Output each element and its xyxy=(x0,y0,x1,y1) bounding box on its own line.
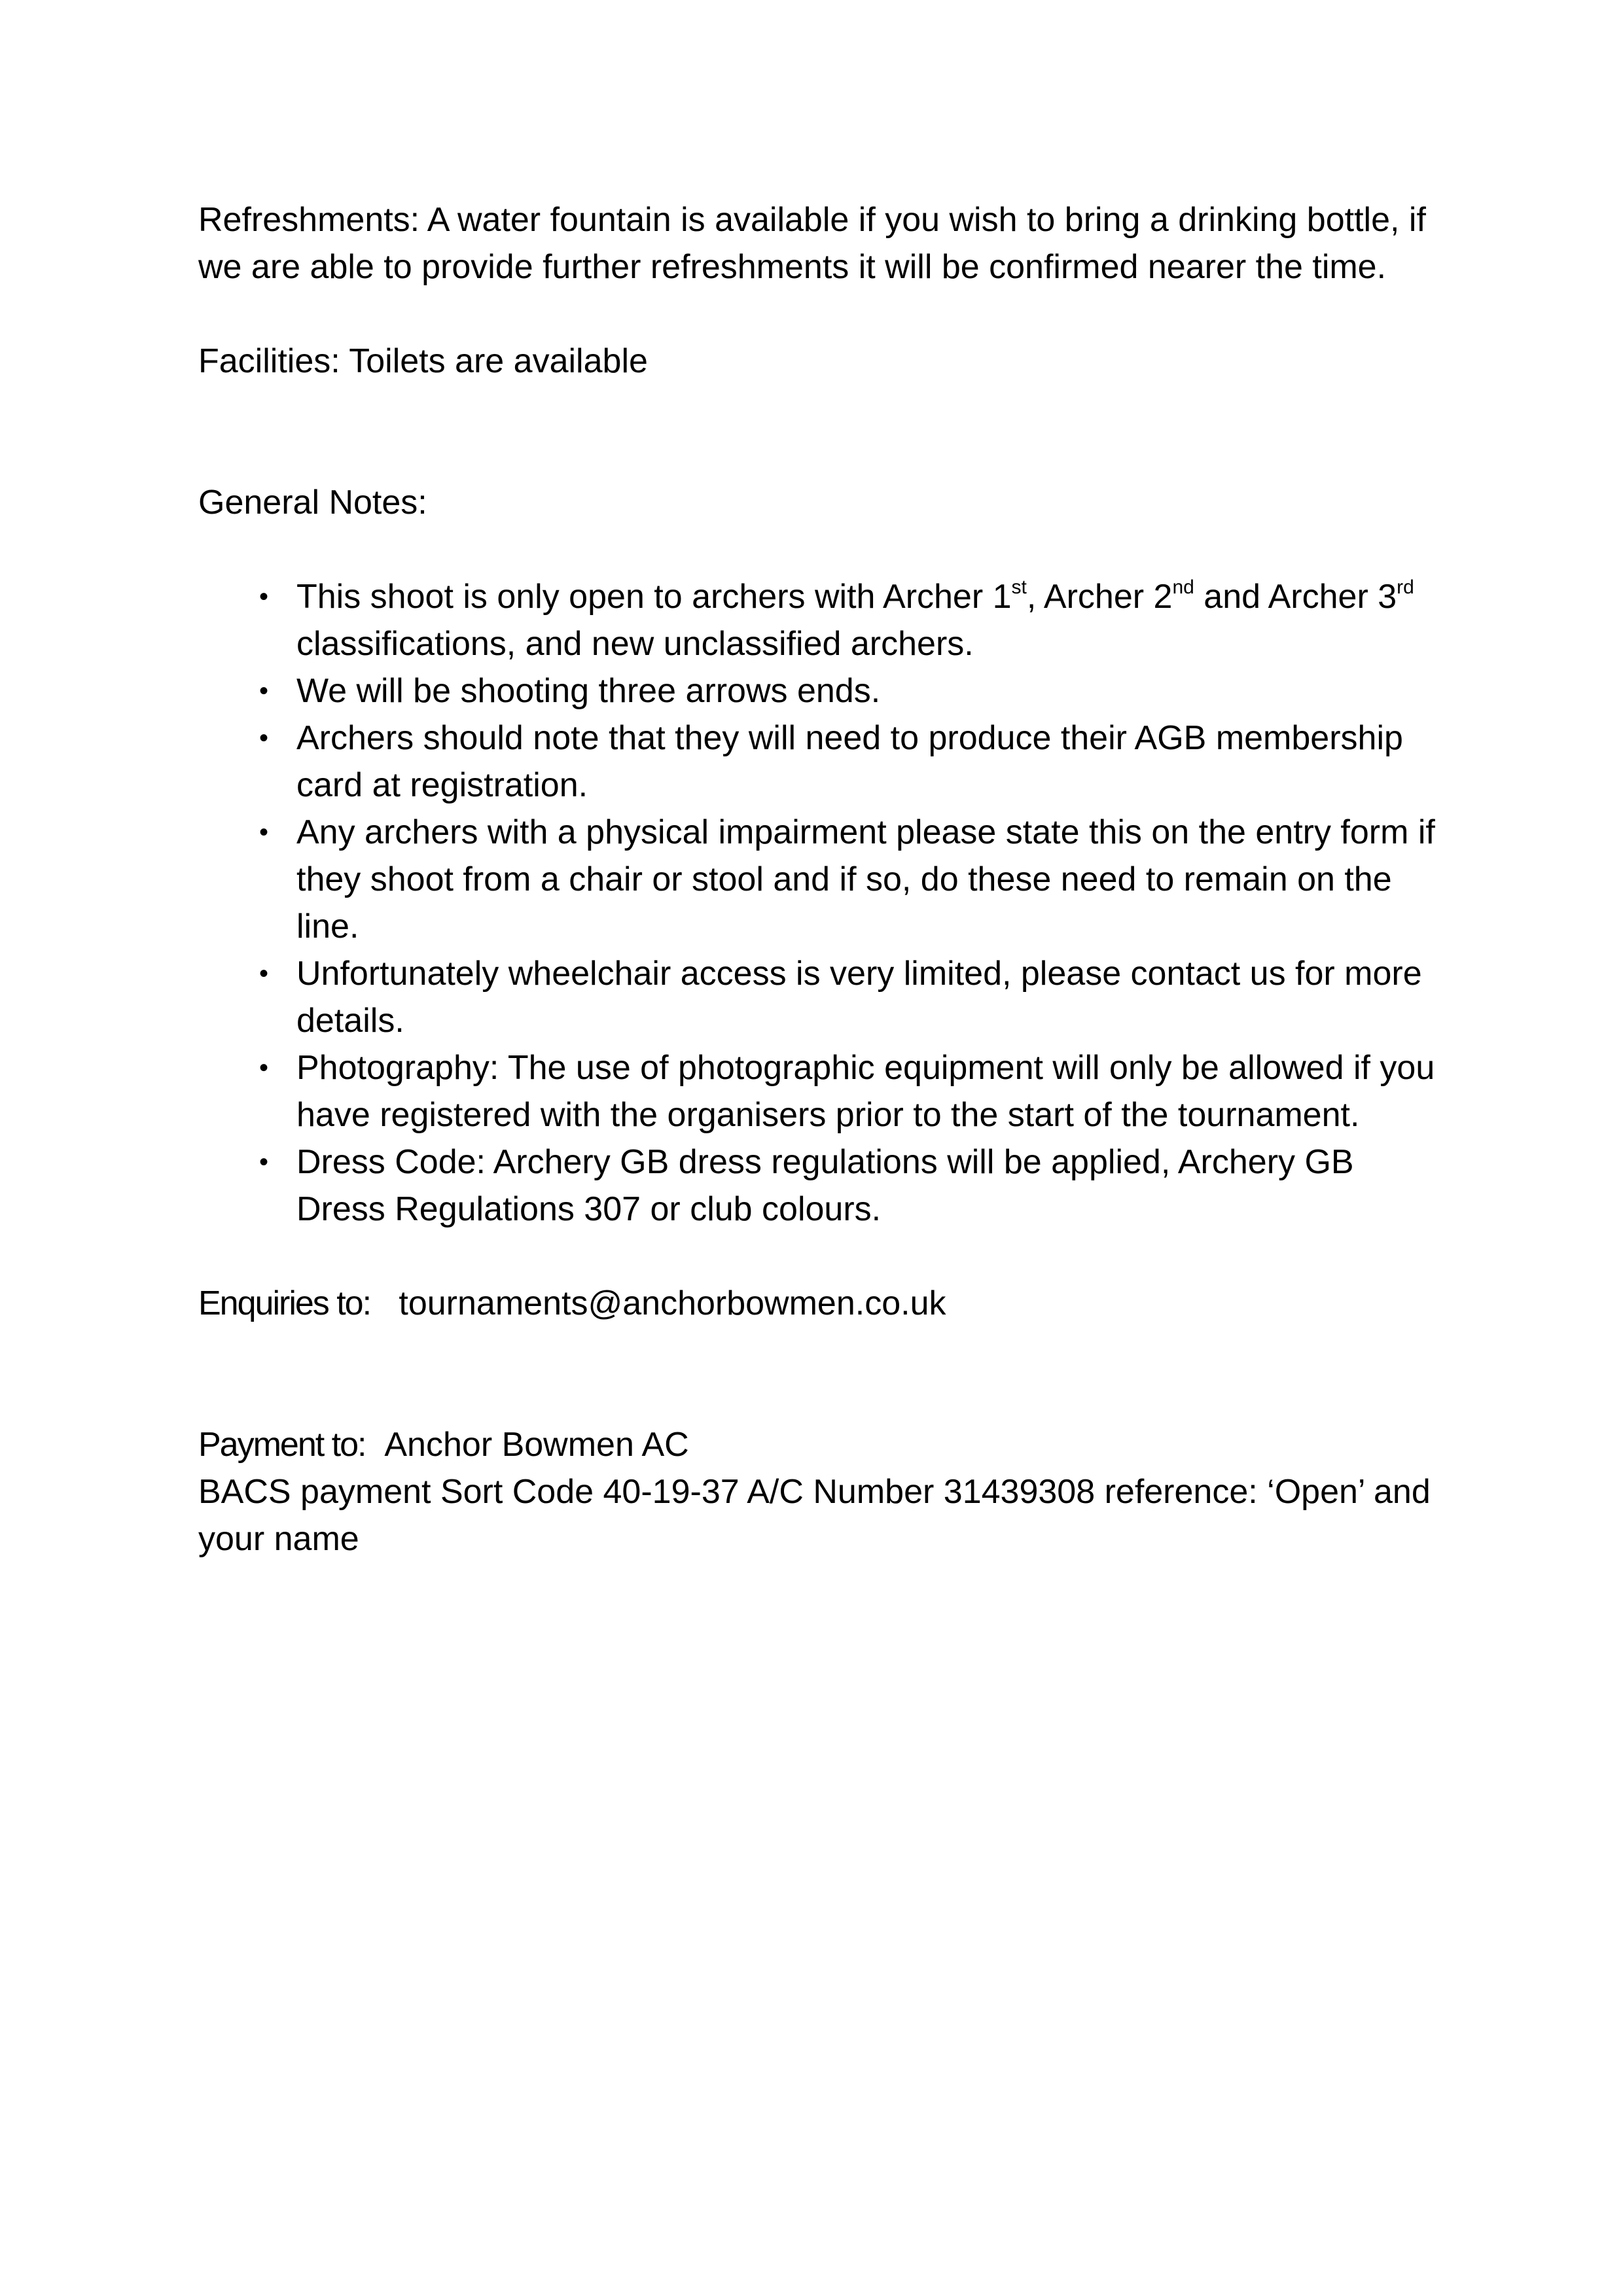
general-notes-list xyxy=(198,573,1442,1233)
list-item xyxy=(198,573,1442,667)
payment-details: BACS payment Sort Code 40-19-37 A/C Number 31439308 reference: ‘Open’ and your name xyxy=(198,1473,1431,1558)
list-item xyxy=(198,1044,1442,1139)
spacer xyxy=(198,526,1442,573)
list-item xyxy=(198,667,1442,715)
enquiries-label: Enquiries to: xyxy=(198,1284,371,1322)
enquiries-email[interactable]: tournaments@anchorbowmen.co.uk xyxy=(399,1284,946,1322)
note-text: Unfortunately wheelchair access is very limited, please contact us for more details. xyxy=(296,955,1422,1040)
bullet-icon: • xyxy=(259,1148,268,1176)
list-item xyxy=(198,715,1442,809)
bullet-icon: • xyxy=(259,677,268,705)
note-text: Photography: The use of photographic equipment will only be allowed if you have registered with the organisers prior to the start of the tournament. xyxy=(296,1049,1435,1134)
ordinal-suffix: st xyxy=(1011,576,1027,598)
spacer xyxy=(198,1327,1442,1421)
refreshments-paragraph: Refreshments: A water fountain is available if you wish to bring a drinking bottle, if we are able to provide further refreshments it will be confirmed nearer the time. xyxy=(198,201,1426,286)
note-text: We will be shooting three arrows ends. xyxy=(296,672,881,710)
note-text: Archers should note that they will need to produce their AGB membership card at registration. xyxy=(296,719,1403,804)
note-text: and Archer 3 xyxy=(1194,578,1397,616)
document-body xyxy=(198,196,1442,1563)
bullet-icon: • xyxy=(259,1053,268,1082)
spacer xyxy=(198,385,1442,479)
note-text: classifications, and new unclassified archers. xyxy=(296,625,974,663)
payment-label: Payment to: xyxy=(198,1426,366,1464)
ordinal-suffix: rd xyxy=(1397,576,1414,598)
payment-payee: Anchor Bowmen AC xyxy=(384,1426,689,1464)
note-text: , Archer 2 xyxy=(1026,578,1173,616)
spacer xyxy=(198,1233,1442,1280)
bullet-icon: • xyxy=(259,582,268,611)
note-text: Dress Code: Archery GB dress regulations will be applied, Archery GB Dress Regulations 307 or club colours. xyxy=(296,1143,1354,1228)
enquiries-line xyxy=(198,1280,1442,1327)
spacer xyxy=(198,291,1442,338)
note-text: Any archers with a physical impairment please state this on the entry form if they shoot from a chair or stool and if so, do these need to remain on the line. xyxy=(296,813,1435,945)
payment-line xyxy=(198,1421,1442,1468)
ordinal-suffix: nd xyxy=(1172,576,1194,598)
bullet-icon: • xyxy=(259,959,268,988)
list-item xyxy=(198,809,1442,950)
bullet-icon: • xyxy=(259,818,268,847)
facilities-paragraph: Facilities: Toilets are available xyxy=(198,342,648,380)
bullet-icon: • xyxy=(259,724,268,752)
list-item xyxy=(198,950,1442,1044)
general-notes-heading: General Notes: xyxy=(198,484,427,521)
list-item xyxy=(198,1139,1442,1233)
note-text: This shoot is only open to archers with Archer 1 xyxy=(296,578,1012,616)
